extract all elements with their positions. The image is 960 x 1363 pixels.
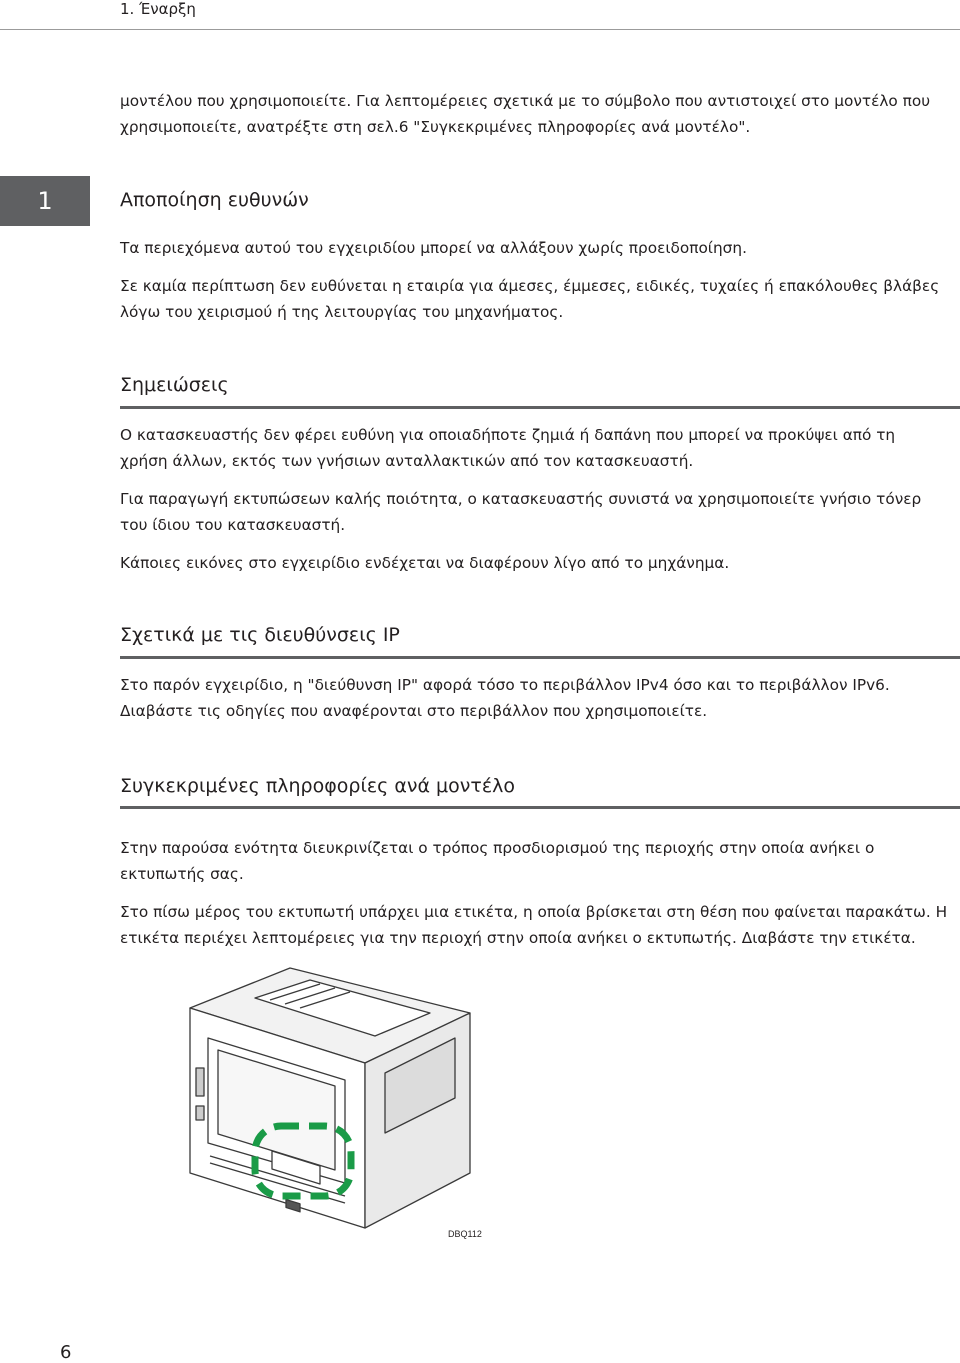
model-info-paragraph-2-line-2: ετικέτα περιέχει λεπτομέρειες για την περιοχή στην οποία ανήκει ο εκτυπωτής. Διαβάστε την ετικέτα. xyxy=(120,929,916,947)
disclaimer-title: Αποποίηση ευθυνών xyxy=(120,189,309,211)
model-info-body xyxy=(120,835,955,951)
disclaimer-paragraph-2-line-1: Σε καμία περίπτωση δεν ευθύνεται η εταιρία για άμεσες, έμμεσες, ειδικές, τυχαίες ή επακόλουθες βλάβες xyxy=(120,277,940,295)
model-info-divider xyxy=(120,806,960,809)
ip-title: Σχετικά με τις διευθύνσεις IP xyxy=(120,624,400,646)
page-number: 6 xyxy=(60,1342,72,1363)
notes-divider xyxy=(120,406,960,409)
chapter-tab: 1 xyxy=(0,176,90,226)
model-info-paragraph-2-line-1: Στο πίσω μέρος του εκτυπωτή υπάρχει μια ετικέτα, η οποία βρίσκεται στη θέση που φαίνεται παρακάτω. Η xyxy=(120,903,948,921)
notes-paragraph-1-line-1: Ο κατασκευαστής δεν φέρει ευθύνη για οποιαδήποτε ζημιά ή δαπάνη που μπορεί να προκύψει από τη xyxy=(120,426,896,444)
disclaimer-paragraph-1: Τα περιεχόμενα αυτού του εγχειριδίου μπορεί να αλλάξουν χωρίς προειδοποίηση. xyxy=(120,239,747,257)
intro-line-1: μοντέλου που χρησιμοποιείτε. Για λεπτομέρειες σχετικά με το σύμβολο που αντιστοιχεί στο μοντέλο που xyxy=(120,92,931,110)
model-info-paragraph-1-line-1: Στην παρούσα ενότητα διευκρινίζεται ο τρόπος προσδιορισμού της περιοχής στην οποία ανήκει ο xyxy=(120,839,875,857)
ip-body xyxy=(120,672,950,724)
ip-divider xyxy=(120,656,960,659)
notes-body xyxy=(120,422,950,576)
intro-line-2: χρησιμοποιείτε, ανατρέξτε στη σελ.6 "Συγκεκριμένες πληροφορίες ανά μοντέλο". xyxy=(120,118,751,136)
model-info-title: Συγκεκριμένες πληροφορίες ανά μοντέλο xyxy=(120,775,515,797)
notes-paragraph-1-line-2: χρήση άλλων, εκτός των γνήσιων ανταλλακτικών από τον κατασκευαστή. xyxy=(120,452,694,470)
ip-line-2: Διαβάστε τις οδηγίες που αναφέρονται στο περιβάλλον που χρησιμοποιείτε. xyxy=(120,702,708,720)
notes-paragraph-2-line-1: Για παραγωγή εκτυπώσεων καλής ποιότητα, ο κατασκευαστής συνιστά να χρησιμοποιείτε γνήσιο τόνερ xyxy=(120,490,922,508)
notes-paragraph-3: Κάποιες εικόνες στο εγχειρίδιο ενδέχεται να διαφέρουν λίγο από το μηχάνημα. xyxy=(120,554,730,572)
printer-rear-illustration xyxy=(160,958,490,1248)
running-head: 1. Έναρξη xyxy=(120,0,196,18)
model-info-paragraph-1-line-2: εκτυπωτής σας. xyxy=(120,865,244,883)
disclaimer-paragraph-2-line-2: λόγω του χειρισμού ή της λειτουργίας του μηχανήματος. xyxy=(120,303,564,321)
header-divider xyxy=(0,29,960,30)
notes-title: Σημειώσεις xyxy=(120,374,229,396)
ip-line-1: Στο παρόν εγχειρίδιο, η "διεύθυνση IP" αφορά τόσο το περιβάλλον IPv4 όσο και το περιβάλλον IPv6. xyxy=(120,676,890,694)
intro-paragraph xyxy=(120,88,950,140)
figure-code: DBQ112 xyxy=(448,1229,482,1239)
notes-paragraph-2-line-2: του ίδιου του κατασκευαστή. xyxy=(120,516,346,534)
disclaimer-body xyxy=(120,235,950,325)
